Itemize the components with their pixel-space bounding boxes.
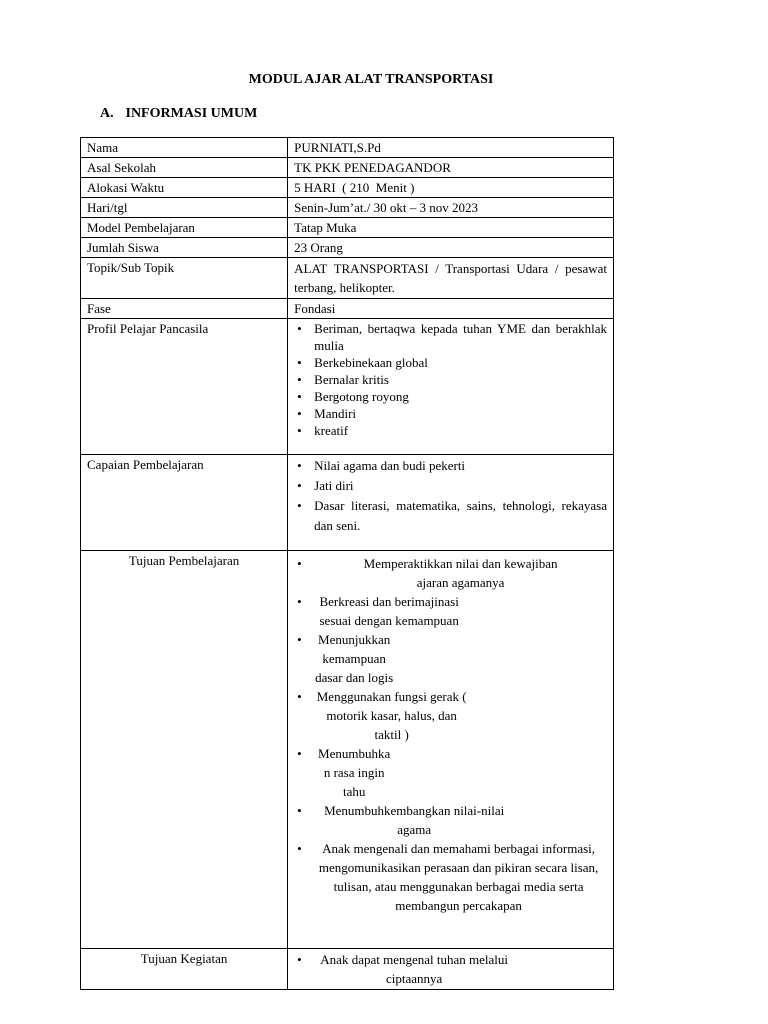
row-label: Tujuan Pembelajaran <box>81 551 288 949</box>
table-row <box>81 949 614 990</box>
list-item <box>294 801 607 839</box>
row-label: Alokasi Waktu <box>81 178 288 198</box>
row-value <box>288 455 614 551</box>
table-row <box>81 258 614 299</box>
list-item-text: Berkreasi dan berimajinasi sesuai dengan kemampuan <box>319 594 459 628</box>
list-item-text: Memperaktikkan nilai dan kewajiban ajaran agamanya <box>363 556 558 590</box>
row-value: PURNIATI,S.Pd <box>288 138 614 158</box>
tujuan-list <box>294 554 607 915</box>
list-item: • Jati diri <box>294 476 607 496</box>
list-item: • Nilai agama dan budi pekerti <box>294 456 607 476</box>
document-title: MODUL AJAR ALAT TRANSPORTASI <box>248 72 494 87</box>
list-item <box>294 554 607 592</box>
list-item: • kreatif <box>294 422 607 439</box>
list-item: • Mandiri <box>294 405 607 422</box>
row-label: Tujuan Kegiatan <box>81 949 288 990</box>
capaian-list <box>294 456 607 536</box>
row-label: Hari/tgl <box>81 198 288 218</box>
row-value: Senin-Jum’at./ 30 okt – 3 nov 2023 <box>288 198 614 218</box>
table-row <box>81 299 614 319</box>
section-number: A. <box>100 106 114 121</box>
row-value <box>288 551 614 949</box>
table-row <box>81 198 614 218</box>
row-label: Profil Pelajar Pancasila <box>81 319 288 455</box>
table-row <box>81 178 614 198</box>
section-title: INFORMASI UMUM <box>125 106 258 121</box>
kegiatan-list <box>294 950 607 988</box>
list-item-text: Menunjukkan kemampuan dasar dan logis <box>315 632 394 685</box>
row-label: Topik/Sub Topik <box>81 258 288 299</box>
list-item-text: Menggunakan fungsi gerak ( motorik kasar, halus, dan taktil ) <box>316 689 467 742</box>
list-item <box>294 592 607 630</box>
table-row <box>81 158 614 178</box>
list-item: • Bergotong royong <box>294 388 607 405</box>
list-item: • Berkebinekaan global <box>294 354 607 371</box>
row-value: 23 Orang <box>288 238 614 258</box>
table-row <box>81 319 614 455</box>
row-value: Tatap Muka <box>288 218 614 238</box>
list-item-text: Anak mengenali dan memahami berbagai informasi, mengomunikasikan perasaan dan pikiran secara lisan, tulisan, atau menggunakan berbagai media serta membangun percakapan <box>318 841 599 913</box>
row-label: Fase <box>81 299 288 319</box>
list-item <box>294 630 607 687</box>
list-item <box>294 687 607 744</box>
table-row <box>81 238 614 258</box>
list-item <box>294 950 607 988</box>
row-value <box>288 949 614 990</box>
row-label: Nama <box>81 138 288 158</box>
profil-list <box>294 320 607 439</box>
list-item-text: Anak dapat mengenal tuhan melalui ciptaannya <box>320 952 509 986</box>
list-item: • Dasar literasi, matematika, sains, tehnologi, rekayasa dan seni. <box>294 496 607 536</box>
list-item-text: Menumbuhkembangkan nilai-nilai agama <box>324 803 505 837</box>
table-row <box>81 138 614 158</box>
info-table <box>80 137 614 990</box>
section-heading <box>100 106 257 122</box>
row-label: Capaian Pembelajaran <box>81 455 288 551</box>
row-value: TK PKK PENEDAGANDOR <box>288 158 614 178</box>
row-label: Jumlah Siswa <box>81 238 288 258</box>
row-value: 5 HARI ( 210 Menit ) <box>288 178 614 198</box>
list-item <box>294 839 607 915</box>
row-value: Fondasi <box>288 299 614 319</box>
row-value: ALAT TRANSPORTASI / Transportasi Udara / pesawat terbang, helikopter. <box>288 258 614 299</box>
table-row <box>81 551 614 949</box>
row-value <box>288 319 614 455</box>
list-item: • Bernalar kritis <box>294 371 607 388</box>
row-label: Model Pembelajaran <box>81 218 288 238</box>
table-row <box>81 455 614 551</box>
list-item-text: Menumbuhka n rasa ingin tahu <box>318 746 391 799</box>
list-item: • Beriman, bertaqwa kepada tuhan YME dan berakhlak mulia <box>294 320 607 354</box>
row-label: Asal Sekolah <box>81 158 288 178</box>
table-row <box>81 218 614 238</box>
list-item <box>294 744 607 801</box>
